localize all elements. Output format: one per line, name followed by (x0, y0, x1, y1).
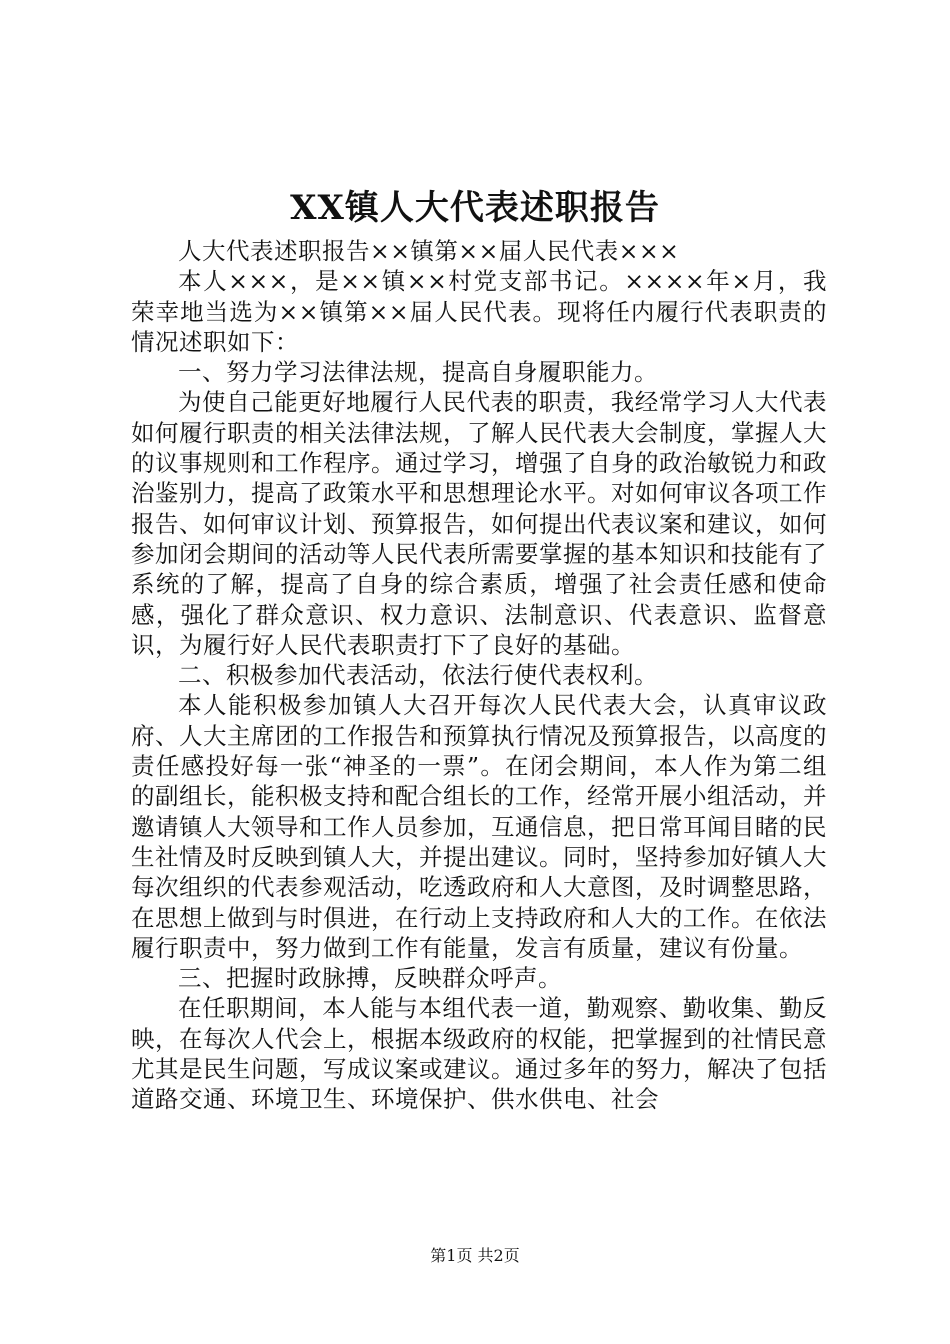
section-heading-1: 一、努力学习法律法规，提高自身履职能力。 (178, 358, 658, 387)
document-body (131, 236, 827, 1115)
document-title: XX镇人大代表述职报告 (290, 188, 660, 228)
intro-line: 人大代表述职报告××镇第××届人民代表××× (178, 237, 680, 265)
section-paragraph-2: 本人能积极参加镇人大召开每次人民代表大会，认真审议政府、人大主席团的工作报告和预算执行情况及预算报告，以高度的责任感投好每一张“神圣的一票”。在闭会期间，本人作为第二组的副组长，能积极支持和配合组长的工作，经常开展小组活动，并邀请镇人大领导和工作人员参加，互通信息，把日常耳闻目睹的民生社情及时反映到镇人大，并提出建议。同时，坚持参加好镇人大每次组织的代表参观活动，吃透政府和人大意图，及时调整思路，在思想上做到与时俱进，在行动上支持政府和人大的工作。在依法履行职责中，努力做到工作有能量，发言有质量，建议有份量。 (131, 691, 827, 962)
intro-paragraph: 本人×××，是××镇××村党支部书记。××××年×月，我荣幸地当选为××镇第××届人民代表。现将任内履行代表职责的情况述职如下： (131, 267, 827, 356)
section-paragraph-1: 为使自己能更好地履行人民代表的职责，我经常学习人大代表如何履行职责的相关法律法规，了解人民代表大会制度，掌握人大的议事规则和工作程序。通过学习，增强了自身的政治敏锐力和政治鉴别力，提高了政策水平和思想理论水平。对如何审议各项工作报告、如何审议计划、预算报告，如何提出代表议案和建议，如何参加闭会期间的活动等人民代表所需要掌握的基本知识和技能有了系统的了解，提高了自身的综合素质，增强了社会责任感和使命感，强化了群众意识、权力意识、法制意识、代表意识、监督意识，为履行好人民代表职责打下了良好的基础。 (131, 388, 827, 659)
section-heading-2: 二、积极参加代表活动，依法行使代表权利。 (178, 661, 658, 690)
section-paragraph-3: 在任职期间，本人能与本组代表一道，勤观察、勤收集、勤反映，在每次人代会上，根据本级政府的权能，把掌握到的社情民意尤其是民生问题，写成议案或建议。通过多年的努力，解决了包括道路交通、环境卫生、环境保护、供水供电、社会 (131, 994, 827, 1114)
section-heading-3: 三、把握时政脉搏，反映群众呼声。 (178, 964, 562, 993)
page-number-footer: 第1页 共2页 (430, 1246, 520, 1265)
